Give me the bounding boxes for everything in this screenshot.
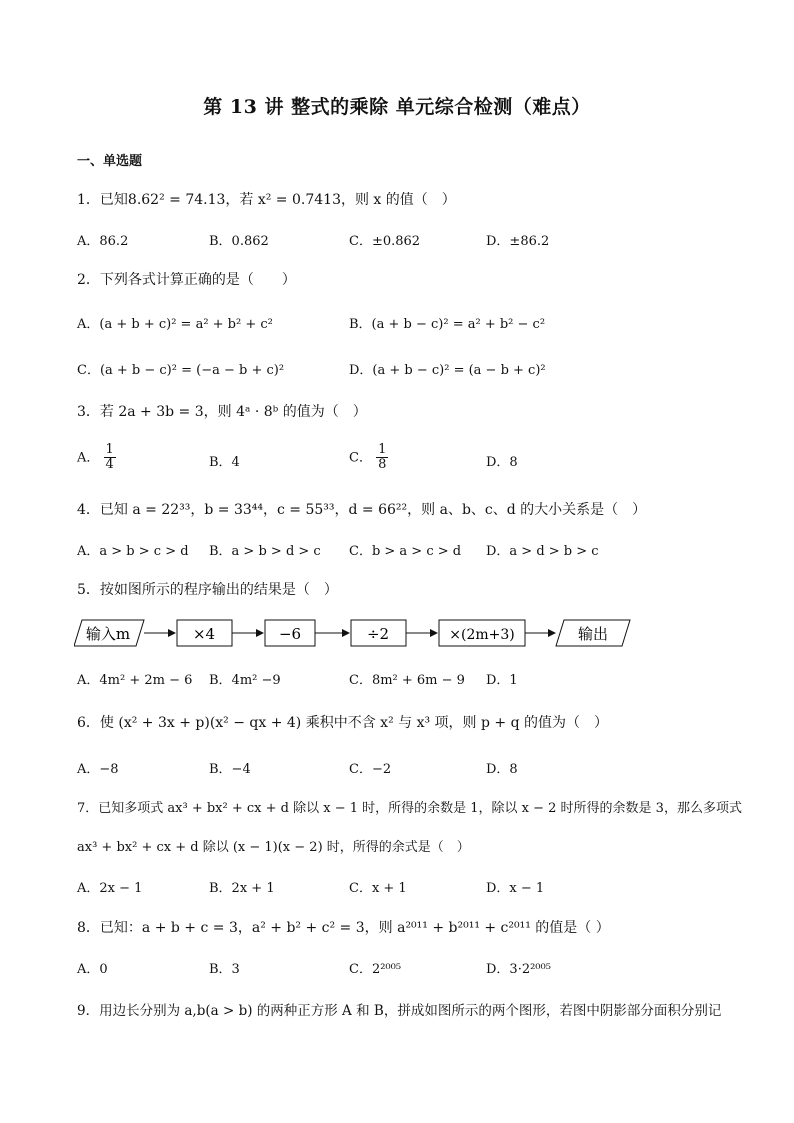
question-5-stem: 5．按如图所示的程序输出的结果是（ ）	[77, 582, 338, 598]
fraction-numerator: 1	[378, 442, 387, 457]
question-5-option-a: A．4m² + 2m − 6	[77, 673, 193, 688]
question-9-stem: 9．用边长分别为 a,b(a > b) 的两种正方形 A 和 B，拼成如图所示的两个图形，若图中阴影部分面积分别记	[77, 1003, 722, 1019]
question-3-option-c	[349, 443, 388, 473]
question-1-option-c: C．±0.862	[349, 234, 421, 249]
question-7-option-c: C．x + 1	[349, 881, 407, 896]
question-7-option-a: A．2x − 1	[77, 881, 143, 896]
fraction-denominator: 8	[378, 457, 387, 473]
question-2-stem: 2．下列各式计算正确的是（ ）	[77, 272, 296, 288]
question-8-option-c: C．2²⁰⁰⁵	[349, 962, 402, 977]
page-title: 第 13 讲 整式的乘除 单元综合检测（难点）	[203, 96, 591, 118]
question-7-option-d: D．x − 1	[486, 881, 545, 896]
question-1-stem: 1．已知8.62² = 74.13，若 x² = 0.7413，则 x 的值（ ）	[77, 192, 456, 208]
flow-step-multiply-2m-plus-3: ×(2m+3)	[449, 627, 515, 643]
flow-step-minus-6: −6	[278, 625, 302, 643]
question-1-option-d: D．±86.2	[486, 234, 550, 249]
question-7-option-b: B．2x + 1	[209, 881, 275, 896]
question-1-option-b: B．0.862	[209, 234, 269, 249]
question-3-stem: 3．若 2a + 3b = 3，则 4ᵃ · 8ᵇ 的值为（ ）	[77, 404, 367, 420]
question-8-option-a: A．0	[77, 962, 108, 977]
question-4-option-d: D．a > d > b > c	[486, 544, 599, 559]
flow-input-label: 输入m	[85, 625, 131, 643]
flow-step-divide-2: ÷2	[366, 625, 390, 643]
fraction-denominator: 4	[105, 457, 114, 473]
question-2-option-d: D．(a + b − c)² = (a − b + c)²	[349, 363, 546, 378]
question-3-option-b: B．4	[209, 455, 240, 470]
question-8-stem: 8．已知：a + b + c = 3，a² + b² + c² = 3，则 a²⁰¹¹ + b²⁰¹¹ + c²⁰¹¹ 的值是（ ）	[77, 920, 610, 936]
question-2-option-b: B．(a + b − c)² = a² + b² − c²	[349, 317, 546, 332]
question-8-option-b: B．3	[209, 962, 240, 977]
question-6-option-c: C．−2	[349, 762, 392, 777]
question-5-option-c: C．8m² + 6m − 9	[349, 673, 465, 688]
question-5-option-b: B．4m² −9	[209, 673, 281, 688]
question-4-option-b: B．a > b > d > c	[209, 544, 321, 559]
question-4-option-a: A．a > b > c > d	[77, 544, 189, 559]
question-6-stem: 6．使 (x² + 3x + p)(x² − qx + 4) 乘积中不含 x² 与 x³ 项，则 p + q 的值为（ ）	[77, 715, 608, 731]
flow-step-multiply-4: ×4	[192, 625, 216, 643]
question-6-option-d: D．8	[486, 762, 518, 777]
question-2-option-a: A．(a + b + c)² = a² + b² + c²	[77, 317, 273, 332]
flow-output-label: 输出	[577, 625, 609, 643]
question-4-stem: 4．已知 a = 22³³，b = 33⁴⁴，c = 55³³，d = 66²²，则 a、b、c、d 的大小关系是（ ）	[77, 502, 647, 518]
section-heading: 一、单选题	[77, 154, 143, 169]
question-2-option-c: C．(a + b − c)² = (−a − b + c)²	[77, 363, 285, 378]
question-1-option-a: A．86.2	[77, 234, 129, 249]
fraction-numerator: 1	[105, 442, 114, 457]
question-7-stem-line-1: 7．已知多项式 ax³ + bx² + cx + d 除以 x − 1 时，所得的余数是 1，除以 x − 2 时所得的余数是 3，那么多项式	[77, 801, 742, 816]
option-label: A．	[77, 450, 100, 466]
question-3-option-d: D．8	[486, 455, 518, 470]
question-8-option-d: D．3·2²⁰⁰⁵	[486, 962, 551, 977]
question-4-option-c: C．b > a > c > d	[349, 544, 462, 559]
program-flowchart	[74, 614, 634, 654]
question-6-option-b: B．−4	[209, 762, 251, 777]
option-label: C．	[349, 450, 372, 466]
question-6-option-a: A．−8	[77, 762, 119, 777]
fraction	[376, 443, 388, 473]
fraction	[104, 443, 116, 473]
question-7-stem-line-2: ax³ + bx² + cx + d 除以 (x − 1)(x − 2) 时，所得的余式是（ ）	[77, 840, 470, 855]
question-3-option-a	[77, 443, 116, 473]
question-5-option-d: D．1	[486, 673, 518, 688]
